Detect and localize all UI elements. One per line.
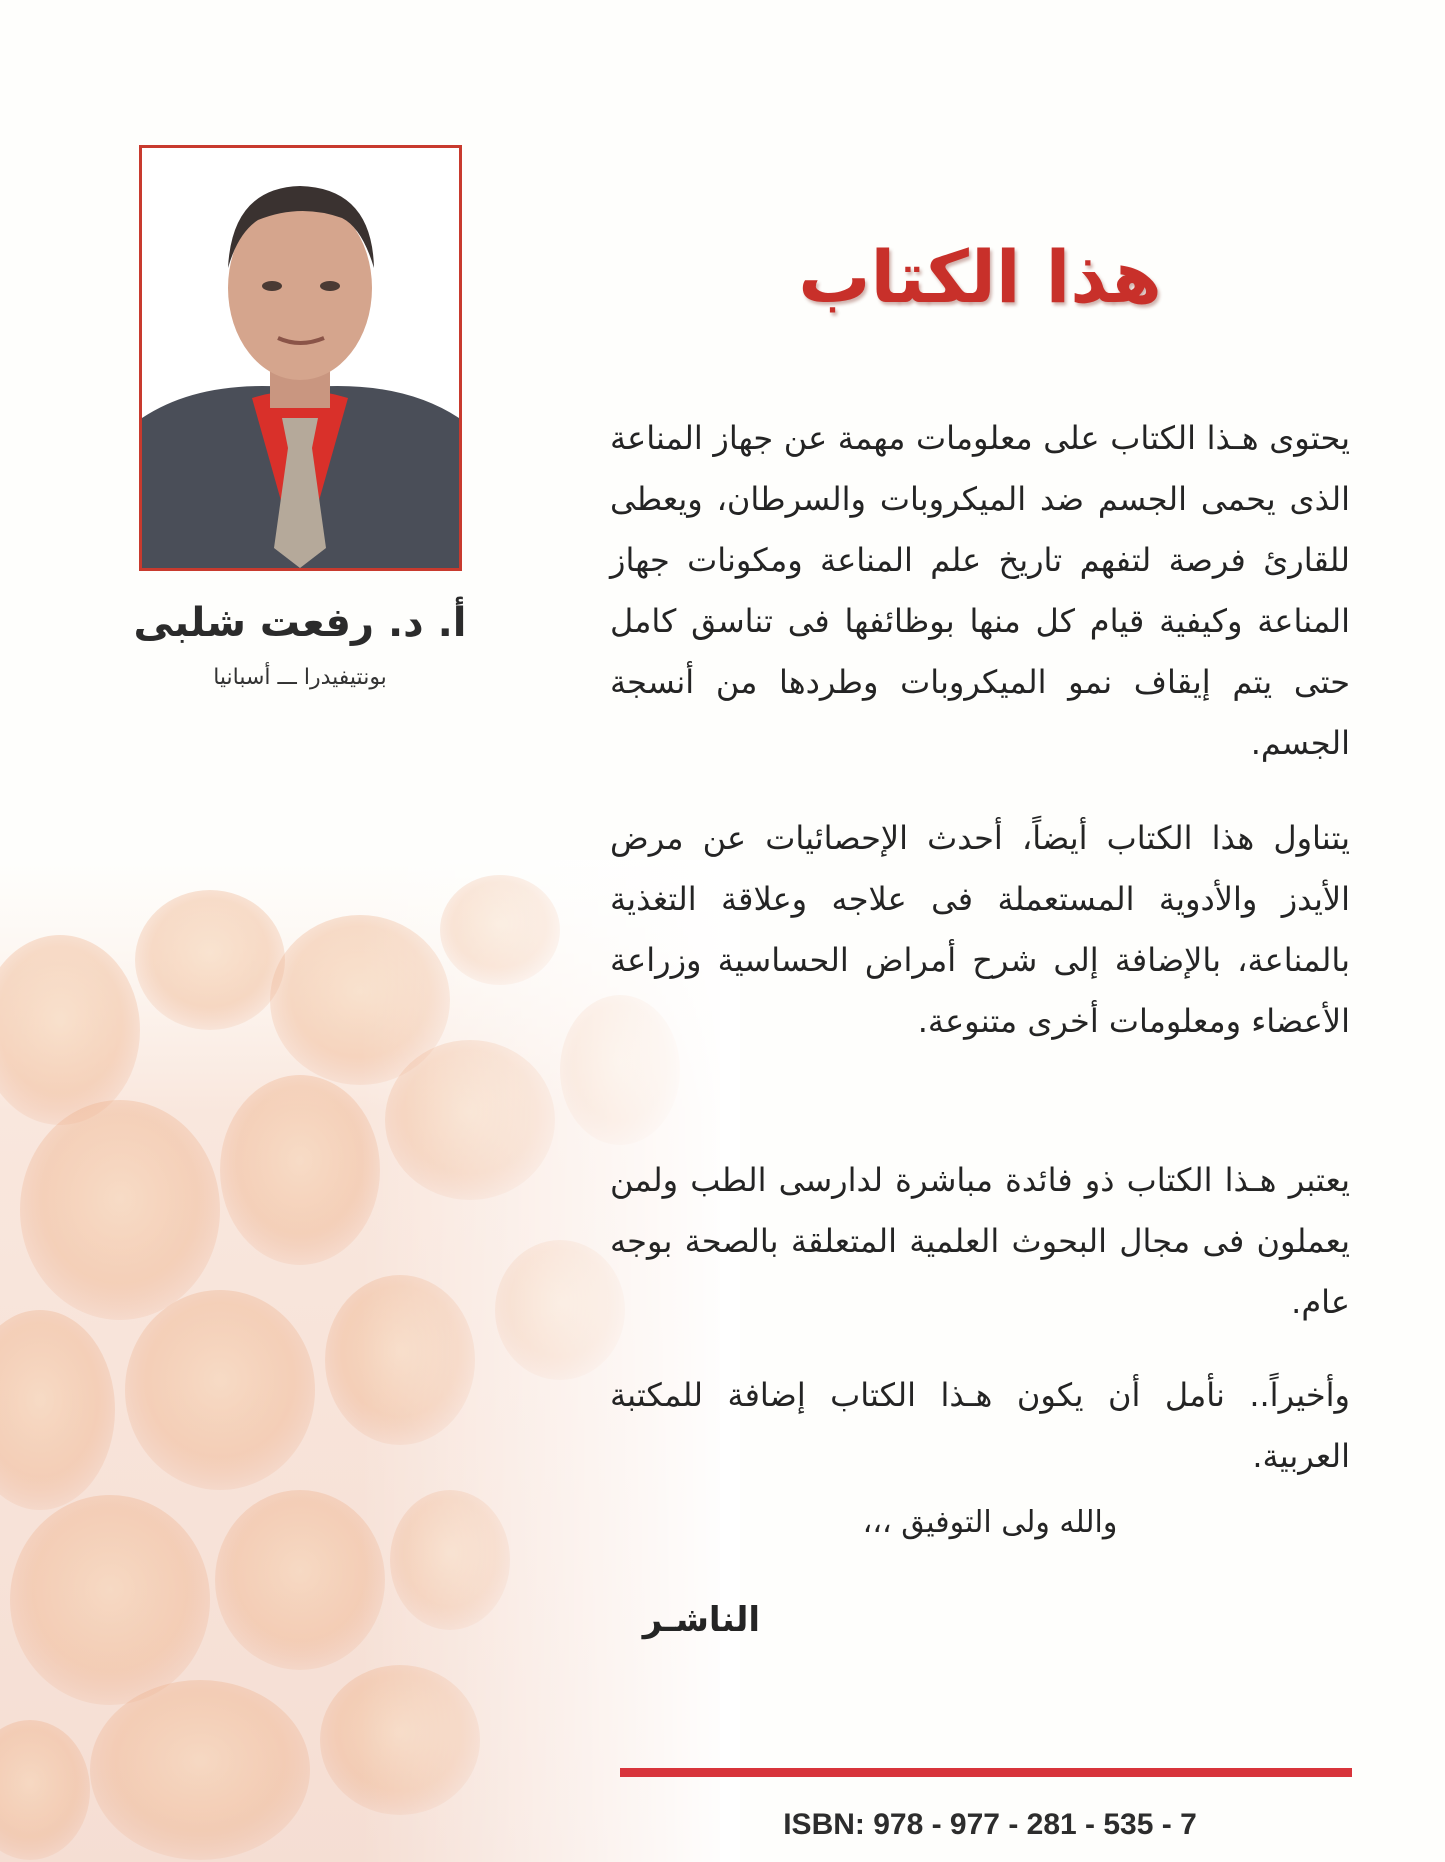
description-paragraph: وأخيراً.. نأمل أن يكون هـذا الكتاب إضافة للمكتبة العربية. <box>610 1376 1350 1475</box>
author-photo <box>139 145 462 571</box>
isbn-number: ISBN: 978 - 977 - 281 - 535 - 7 <box>783 1808 1197 1841</box>
author-name: أ. د. رفعت شلبى <box>133 600 467 646</box>
author-portrait-image <box>142 148 459 568</box>
description-paragraph: يعتبر هـذا الكتاب ذو فائدة مباشرة لدارسى الطب ولمن يعملون فى مجال البحوث العلمية المتعلقة بالصحة بوجه عام. <box>610 1161 1350 1321</box>
description-paragraph: يحتوى هـذا الكتاب على معلومات مهمة عن جهاز المناعة الذى يحمى الجسم ضد الميكروبات والسرطان، ويعطى للقارئ فرصة لتفهم تاريخ علم المناعة ومكونات جهاز المناعة وكيفية قيام كل منها بوظائفها فى تناسق كامل حتى يتم إيقاف نمو الميكروبات وطردها من أنسجة الجسم. <box>610 419 1350 762</box>
publisher-signature: الناشـر <box>642 1600 760 1640</box>
page-title: هذا الكتاب <box>798 235 1162 319</box>
author-affiliation: بونتيفيدرا ـــ أسبانيا <box>213 665 387 690</box>
closing-line: والله ولى التوفيق ،،، <box>862 1505 1118 1540</box>
description-paragraph: يتناول هذا الكتاب أيضاً، أحدث الإحصائيات عن مرض الأيدز والأدوية المستعملة فى علاجه وعلاقة التغذية بالمناعة، بالإضافة إلى شرح أمراض الحساسية وزراعة الأعضاء ومعلومات أخرى متنوعة. <box>610 819 1350 1040</box>
divider <box>620 1768 1352 1777</box>
